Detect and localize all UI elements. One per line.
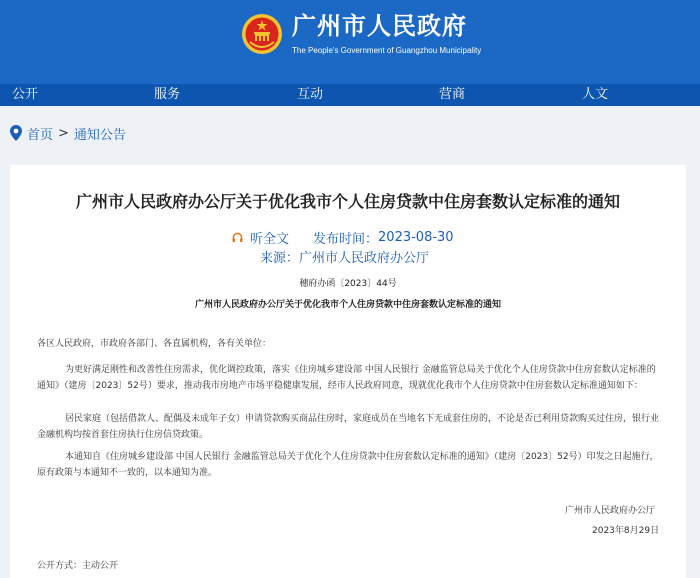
article-title: 广州市人民政府办公厅关于优化我市个人住房贷款中住房套数认定标准的通知 (75, 192, 620, 211)
publish-label: 发布时间： (313, 231, 379, 247)
site-subtitle: The People's Government of Guangzhou Municipality (292, 46, 482, 55)
source-value: 广州市人民政府办公厅 (299, 251, 430, 266)
disclosure-method: 公开方式：主动公开 (37, 561, 119, 571)
signature-date: 2023年8月29日 (592, 526, 660, 536)
breadcrumb-separator: > (58, 125, 69, 141)
document-number: 穗府办函〔2023〕44号 (299, 279, 397, 289)
breadcrumb-current[interactable]: 通知公告 (73, 127, 126, 143)
headphones-icon[interactable] (232, 232, 243, 243)
site-title[interactable]: 广州市人民政府 (292, 11, 467, 40)
nav-item-business[interactable]: 营商 (439, 87, 466, 102)
source-line (260, 247, 429, 266)
article-card (10, 165, 686, 578)
salutation: 各区人民政府，市政府各部门、各直属机构，各有关单位： (37, 339, 272, 349)
body-paragraph: 本通知自《住房城乡建设部 中国人民银行 金融监管总局关于优化个人住房贷款中住房套数认定标准的通知》（建房〔2023〕52号）印发之日起施行，原有政策与本通知不一致的，以本通知为准。 (37, 452, 659, 478)
national-emblem-icon[interactable] (240, 12, 284, 56)
signature-org: 广州市人民政府办公厅 (565, 506, 656, 516)
nav-item-culture[interactable]: 人文 (582, 87, 609, 102)
main-nav (0, 84, 700, 106)
publish-date: 2023-08-30 (378, 229, 454, 245)
nav-item-public[interactable]: 公开 (12, 87, 39, 102)
site-header (0, 0, 700, 84)
nav-item-service[interactable]: 服务 (154, 87, 181, 102)
body-paragraph: 为更好满足刚性和改善性住房需求，优化调控政策，落实《住房城乡建设部 中国人民银行 金融监管总局关于优化个人住房贷款中住房套数认定标准的通知》（建房〔2023〕52号）要求，推动我市房地产市场平稳健康发展，经市人民政府同意，现就优化我市个人住房贷款中住房套数认定标准通知如下： (37, 365, 656, 391)
listen-button[interactable]: 听全文 (250, 231, 290, 247)
article-meta (232, 228, 454, 246)
location-pin-icon (10, 125, 22, 141)
breadcrumb-home[interactable]: 首页 (27, 127, 54, 143)
nav-item-interaction[interactable]: 互动 (297, 87, 324, 102)
document-title: 广州市人民政府办公厅关于优化我市个人住房贷款中住房套数认定标准的通知 (194, 300, 501, 310)
source-label: 来源： (260, 251, 300, 266)
breadcrumb (10, 124, 126, 142)
body-paragraph: 居民家庭（包括借款人、配偶及未成年子女）申请贷款购买商品住房时，家庭成员在当地名下无成套住房的，不论是否已利用贷款购买过住房，银行业金融机构均按首套住房执行住房信贷政策。 (37, 414, 660, 440)
